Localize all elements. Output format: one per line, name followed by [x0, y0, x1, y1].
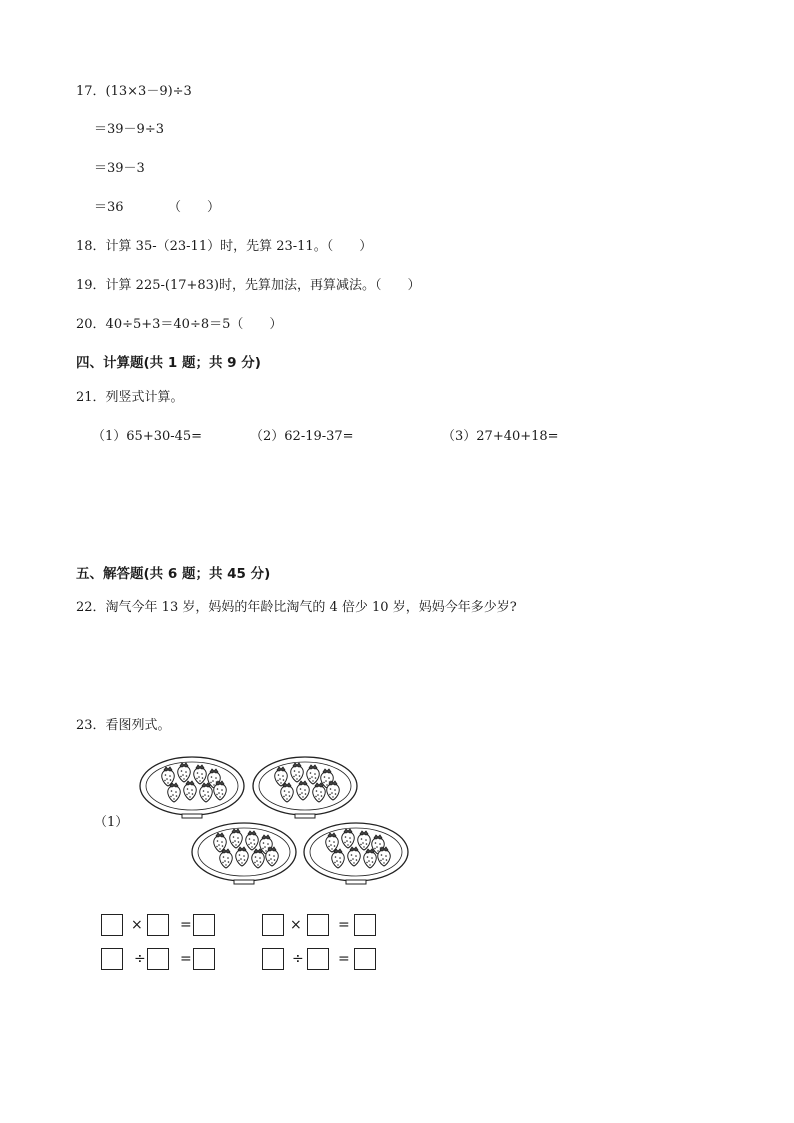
q22-text: 22．淘气今年 13 岁，妈妈的年龄比淘气的 4 倍少 10 岁，妈妈今年多少岁?	[76, 600, 517, 615]
answer-box[interactable]	[354, 914, 376, 936]
answer-box[interactable]	[307, 914, 329, 936]
answer-box[interactable]	[193, 914, 215, 936]
answer-box[interactable]	[262, 948, 284, 970]
q17-line-4: ＝36	[94, 200, 124, 215]
equals-sign: =	[180, 917, 192, 933]
plate-3	[192, 823, 296, 884]
answer-box[interactable]	[354, 948, 376, 970]
q23-part-label: （1）	[94, 815, 129, 830]
plate-2	[253, 757, 357, 818]
q17-line-3: ＝39－3	[94, 161, 145, 176]
q17-line-1: 17．(13×3－9)÷3	[76, 84, 192, 99]
answer-box[interactable]	[147, 948, 169, 970]
equals-sign: =	[180, 951, 192, 967]
equals-sign: =	[338, 951, 350, 967]
q20-text: 20．40÷5+3＝40÷8＝5（ ）	[76, 317, 283, 332]
plate-1	[140, 757, 244, 818]
q21-stem: 21．列竖式计算。	[76, 390, 184, 405]
plate-4	[304, 823, 408, 884]
q21-part-2: （2）62-19-37=	[250, 429, 354, 444]
equals-sign: =	[338, 917, 350, 933]
answer-box[interactable]	[101, 914, 123, 936]
answer-box[interactable]	[193, 948, 215, 970]
q21-part-3: （3）27+40+18=	[442, 429, 559, 444]
q17-line-2: ＝39－9÷3	[94, 122, 164, 137]
answer-box[interactable]	[307, 948, 329, 970]
section-5-heading: 五、解答题(共 6 题；共 45 分)	[76, 566, 271, 582]
q18-text: 18．计算 35-（23-11）时，先算 23-11。（ ）	[76, 239, 373, 254]
answer-box[interactable]	[101, 948, 123, 970]
q23-stem: 23．看图列式。	[76, 718, 171, 733]
divide-sign: ÷	[292, 951, 304, 967]
multiply-sign: ×	[290, 917, 302, 933]
answer-box[interactable]	[262, 914, 284, 936]
q17-answer-paren[interactable]: （ ）	[168, 200, 221, 215]
q21-part-1: （1）65+30-45=	[92, 429, 203, 444]
multiply-sign: ×	[131, 917, 143, 933]
divide-sign: ÷	[134, 951, 146, 967]
q19-text: 19．计算 225-(17+83)时，先算加法，再算减法。（ ）	[76, 278, 421, 293]
answer-box[interactable]	[147, 914, 169, 936]
section-4-heading: 四、计算题(共 1 题；共 9 分)	[76, 355, 261, 371]
